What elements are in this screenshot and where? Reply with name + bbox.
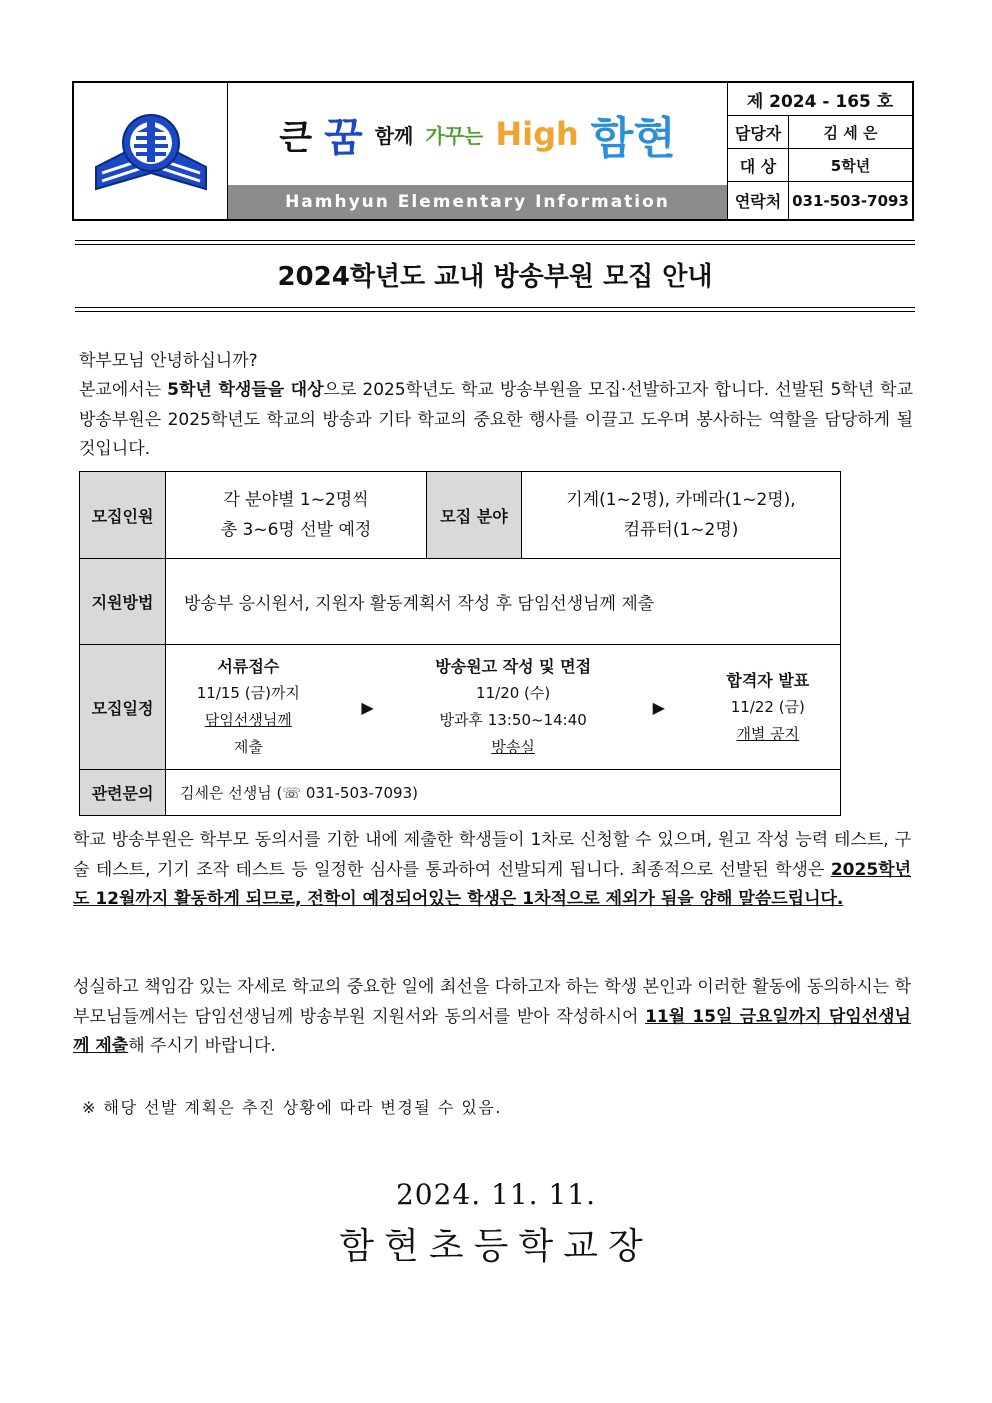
school-emblem-icon xyxy=(90,105,212,197)
step-head: 서류접수 xyxy=(217,657,280,676)
table-row xyxy=(80,559,841,645)
closing-text-a: 성실하고 책임감 있는 자세로 학교의 중요한 일에 최선을 다하고자 하는 학생 본인과 이러한 활동에 동의하시는 학부모님들께서는 담임선생님께 방송부원 지원서와 동의서를 받아 작성하시어 xyxy=(73,977,911,1027)
intro-text-bold: 5학년 학생들을 대상 xyxy=(167,380,324,400)
field-label: 모집 분야 xyxy=(427,472,522,559)
letterhead xyxy=(72,81,914,221)
intro-text-b: 으로 2025학년도 학교 방송부원을 모집·선발하고자 합니다. 선발된 5학년 학교 방송부원은 2025학년도 학교의 방송과 기타 학교의 중요한 행사를 이끌고 도우며 봉사하는 역할을 담당하게 될 것입니다. xyxy=(79,380,914,459)
step-line: 방과후 13:50~14:40 xyxy=(439,711,587,729)
greeting: 학부모님 안녕하십니까? xyxy=(79,351,258,371)
schedule-label: 모집일정 xyxy=(80,645,166,770)
slogan-word-1: 큰 xyxy=(279,117,313,158)
selection-text: 학교 방송부원은 학부모 동의서를 기한 내에 제출한 학생들이 1차로 신청할 수 있으며, 원고 작성 능력 테스트, 구술 테스트, 기기 조작 테스트 등 일정한 심사를 통과하여 선발되게 됩니다. 최종적으로 선발된 학생은 xyxy=(73,830,911,880)
signer: 함현초등학교장 xyxy=(339,1226,653,1267)
recruit-label: 모집인원 xyxy=(80,472,166,559)
slogan-word-3: 함께 xyxy=(374,123,414,148)
table-row xyxy=(80,472,841,559)
step-line: 담임선생님께 xyxy=(204,711,292,729)
step-line: 제출 xyxy=(233,738,263,756)
selection-text-bold: 2025학년도 12월까지 활동하게 되므로, 전학이 예정되어있는 학생은 1차적으로 제외가 됨을 양해 말씀드립니다. xyxy=(73,859,911,909)
closing-text-b: 해 주시기 바랍니다. xyxy=(128,1036,276,1056)
english-school-name: Hamhyun Elementary Information xyxy=(228,185,727,219)
step-head: 방송원고 작성 및 면접 xyxy=(435,657,592,676)
closing-text-bold: 11월 15일 금요일까지 담임선생님께 제출 xyxy=(73,1006,911,1056)
banner xyxy=(228,83,728,219)
info-row-manager xyxy=(728,116,912,149)
recruit-line-2: 총 3~6명 선발 예정 xyxy=(220,520,372,540)
slogan-word-4: 가꾸는 xyxy=(425,123,484,148)
slogan-word-6: 함현 xyxy=(590,113,676,164)
recruit-line-1: 각 분야별 1~2명씩 xyxy=(223,490,369,510)
schedule-step-1 xyxy=(197,653,300,761)
arrow-right-icon: ▶ xyxy=(361,697,374,717)
table-row xyxy=(80,770,841,816)
field-line-1: 기계(1~2명), 카메라(1~2명), xyxy=(566,490,796,510)
arrow-right-icon: ▶ xyxy=(652,697,665,717)
step-line: 11/22 (금) xyxy=(730,697,805,716)
title-rule-bottom-2 xyxy=(75,311,915,312)
title-rule-top-2 xyxy=(75,244,915,245)
step-line: 11/15 (금)까지 xyxy=(196,684,300,702)
apply-value: 방송부 응시원서, 지원자 활동계획서 작성 후 담임선생님께 제출 xyxy=(166,559,841,645)
intro-paragraph xyxy=(79,376,913,465)
field-value xyxy=(522,472,841,559)
schedule-step-3 xyxy=(726,667,809,748)
inquiry-value: 김세은 선생님 (☏ 031-503-7093) xyxy=(166,770,841,816)
selection-paragraph xyxy=(73,826,911,915)
info-box xyxy=(728,83,912,219)
info-label: 연락처 xyxy=(728,182,789,219)
table-row xyxy=(80,645,841,770)
step-line: 방송실 xyxy=(491,738,535,756)
slogan-word-2: 꿈 xyxy=(324,114,363,161)
info-row-target xyxy=(728,149,912,182)
title-rule-top-1 xyxy=(75,240,915,241)
info-label: 담당자 xyxy=(728,116,789,148)
schedule-value xyxy=(166,645,841,770)
title-rule-bottom-1 xyxy=(75,307,915,308)
issue-number: 제 2024 - 165 호 xyxy=(728,83,912,116)
info-value: 김 세 은 xyxy=(823,123,878,142)
step-head: 합격자 발표 xyxy=(726,670,810,690)
step-line: 11/20 (수) xyxy=(476,684,551,702)
step-line: 개별 공지 xyxy=(736,724,800,743)
slogan xyxy=(228,83,727,185)
inquiry-label: 관련문의 xyxy=(80,770,166,816)
info-value: 5학년 xyxy=(830,156,871,175)
document-title: 2024학년도 교내 방송부원 모집 안내 xyxy=(277,262,713,292)
closing-paragraph xyxy=(73,973,911,1062)
issue-date: 2024. 11. 11. xyxy=(395,1178,597,1211)
school-logo-cell xyxy=(74,83,228,219)
schedule-steps xyxy=(166,653,840,761)
apply-label: 지원방법 xyxy=(80,559,166,645)
recruit-value xyxy=(166,472,427,559)
info-value: 031-503-7093 xyxy=(792,191,909,210)
field-line-2: 컴퓨터(1~2명) xyxy=(623,520,739,540)
intro-text-a: 본교에서는 xyxy=(79,380,168,400)
info-row-contact xyxy=(728,182,912,219)
slogan-word-5: High xyxy=(495,115,579,153)
recruit-table xyxy=(79,471,841,816)
notice: ※ 해당 선발 계획은 추진 상황에 따라 변경될 수 있음. xyxy=(82,1098,502,1117)
info-label: 대 상 xyxy=(728,149,789,181)
schedule-step-2 xyxy=(435,653,591,761)
